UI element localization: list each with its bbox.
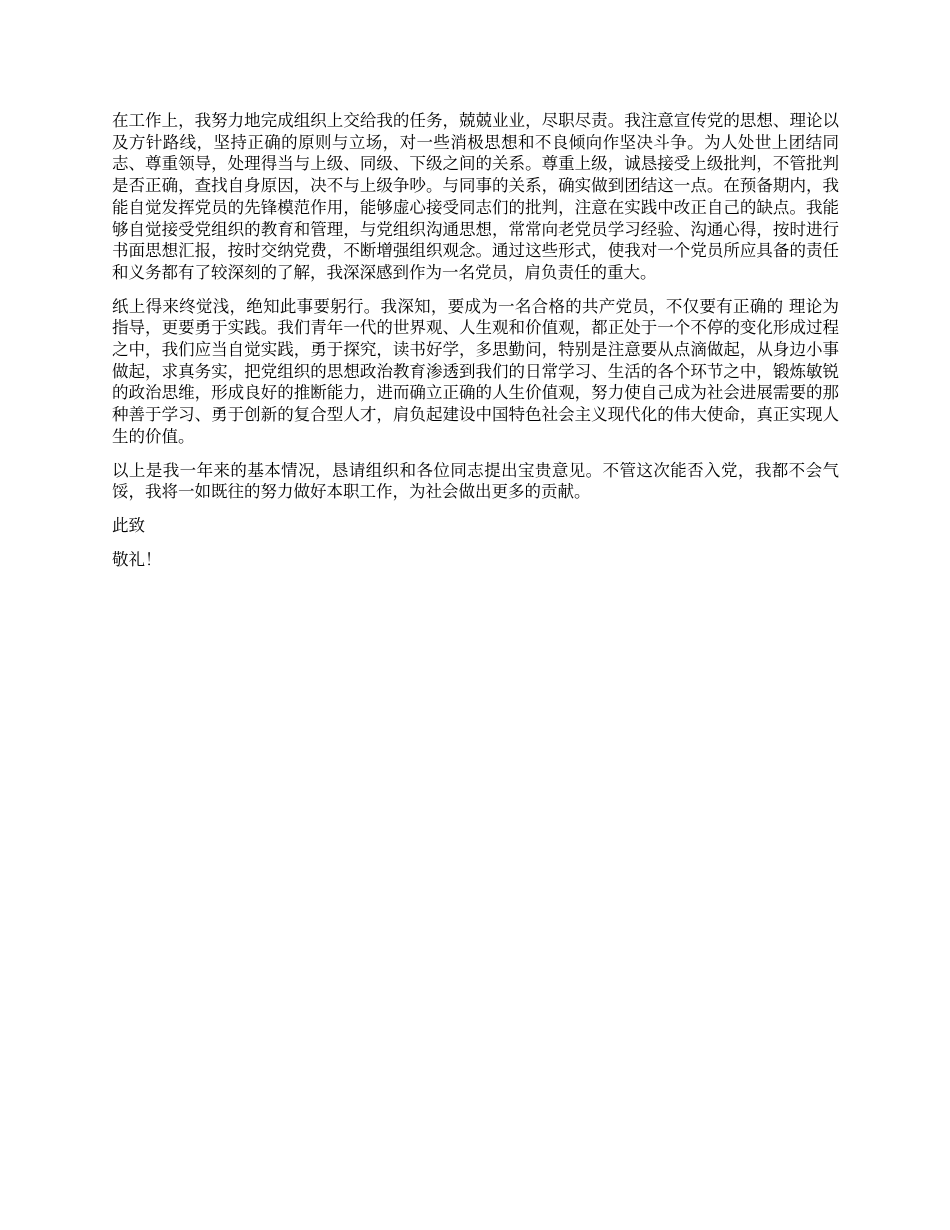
paragraph-practice: 纸上得来终觉浅，绝知此事要躬行。我深知，要成为一名合格的共产党员，不仅要有正确的 理论为指导，更要勇于实践。我们青年一代的世界观、人生观和价值观，都正处于一个不停的变化形成过程之中，我们应当自觉实践，勇于探究，读书好学，多思勤问，特别是注意要从点滴做起，从身边小事做起，求真务实，把党组织的思想政治教育渗透到我们的日常学习、生活的各个环节之中，锻炼敏锐的政治思维，形成良好的推断能力，进而确立正确的人生价值观，努力使自己成为社会进展需要的那种善于学习、勇于创新的复合型人才，肩负起建设中国特色社会主义现代化的伟大使命，真正实现人生的价值。 xyxy=(112,296,839,446)
closing-salutation: 此致 xyxy=(112,515,145,535)
closing-regards: 敬礼！ xyxy=(112,549,162,569)
document-page xyxy=(112,110,839,582)
paragraph-work: 在工作上，我努力地完成组织上交给我的任务，兢兢业业，尽职尽责。我注意宣传党的思想、理论以及方针路线，坚持正确的原则与立场，对一些消极思想和不良倾向作坚决斗争。为人处世上团结同志、尊重领导，处理得当与上级、同级、下级之间的关系。尊重上级，诚恳接受上级批判，不管批判是否正确，查找自身原因，决不与上级争吵。与同事的关系，确实做到团结这一点。在预备期内，我能自觉发挥党员的先锋模范作用，能够虚心接受同志们的批判，注意在实践中改正自己的缺点。我能够自觉接受党组织的教育和管理，与党组织沟通思想，常常向老党员学习经验、沟通心得，按时进行书面思想汇报，按时交纳党费，不断增强组织观念。通过这些形式，使我对一个党员所应具备的责任和义务都有了较深刻的了解，我深深感到作为一名党员，肩负责任的重大。 xyxy=(112,111,839,282)
paragraph-summary: 以上是我一年来的基本情况，恳请组织和各位同志提出宝贵意见。不管这次能否入党，我都不会气馁，我将一如既往的努力做好本职工作，为社会做出更多的贡献。 xyxy=(112,460,839,502)
